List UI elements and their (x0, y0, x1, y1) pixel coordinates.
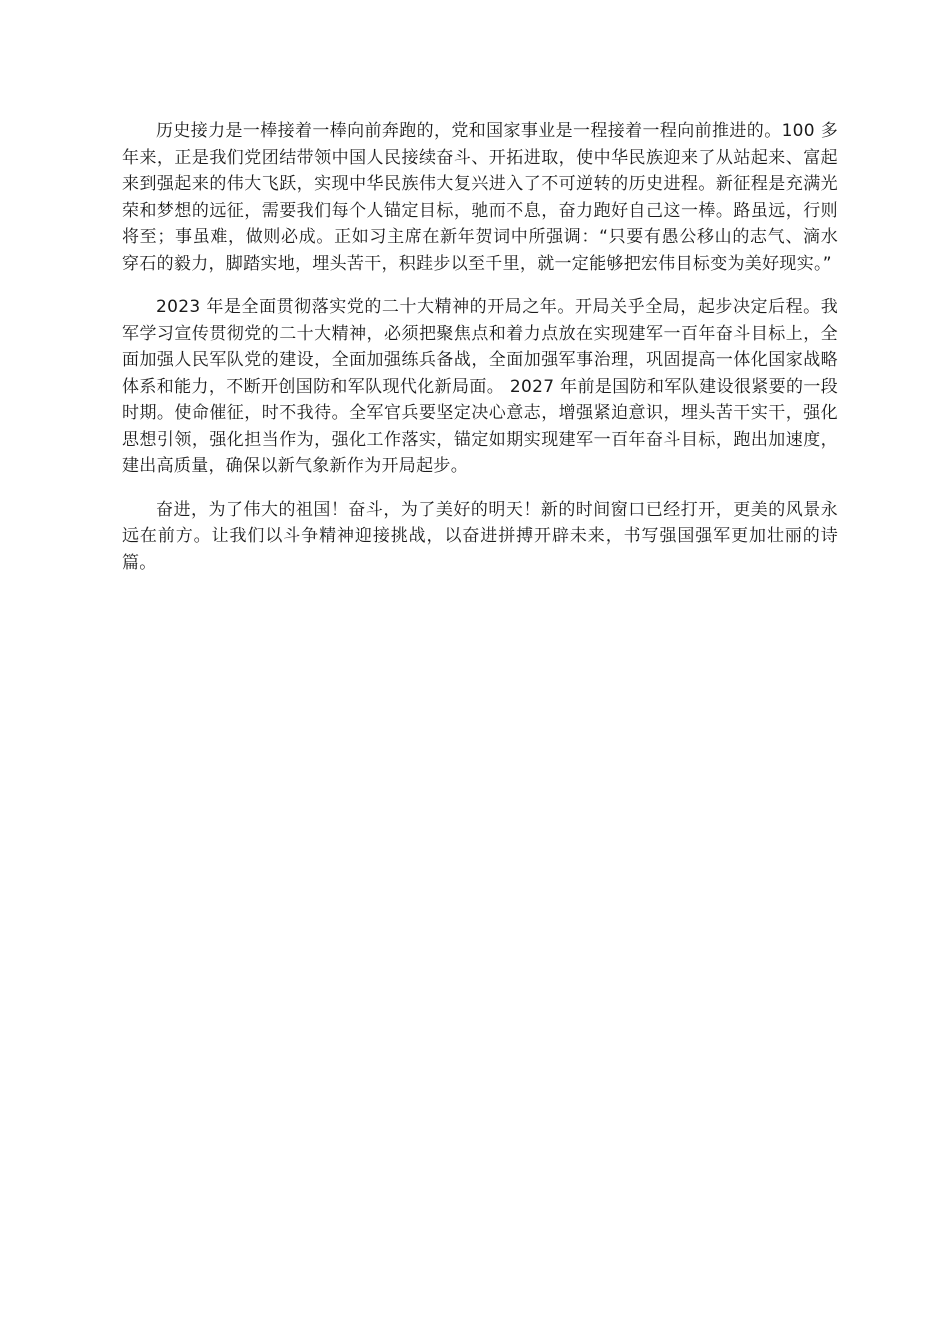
paragraph-history-relay: 历史接力是一棒接着一棒向前奔跑的，党和国家事业是一程接着一程向前推进的。100 多年来，正是我们党团结带领中国人民接续奋斗、开拓进取，使中华民族迎来了从站起来、富起来到强起来的伟大飞跃，实现中华民族伟大复兴进入了不可逆转的历史进程。新征程是充满光荣和梦想的远征，需要我们每个人锚定目标，驰而不息，奋力跑好自己这一棒。路虽远，行则将至；事虽难，做则必成。正如习主席在新年贺词中所强调：“只要有愚公移山的志气、滴水穿石的毅力，脚踏实地，埋头苦干，积跬步以至千里，就一定能够把宏伟目标变为美好现实。” (122, 121, 838, 274)
paragraph-striving-forward: 奋进，为了伟大的祖国！奋斗，为了美好的明天！新的时间窗口已经打开，更美的风景永远在前方。让我们以斗争精神迎接挑战，以奋进拼搏开辟未来，书写强国强军更加壮丽的诗篇。 (122, 499, 838, 573)
document-body (122, 118, 838, 593)
paragraph-2023-opening-year: 2023 年是全面贯彻落实党的二十大精神的开局之年。开局关乎全局，起步决定后程。我军学习宣传贯彻党的二十大精神，必须把聚焦点和着力点放在实现建军一百年奋斗目标上，全面加强人民军队党的建设，全面加强练兵备战，全面加强军事治理，巩固提高一体化国家战略体系和能力，不断开创国防和军队现代化新局面。 2027 年前是国防和军队建设很紧要的一段时期。使命催征，时不我待。全军官兵要坚定决心意志，增强紧迫意识，埋头苦干实干，强化思想引领，强化担当作为，强化工作落实，锚定如期实现建军一百年奋斗目标，跑出加速度，建出高质量，确保以新气象新作为开局起步。 (122, 297, 838, 476)
